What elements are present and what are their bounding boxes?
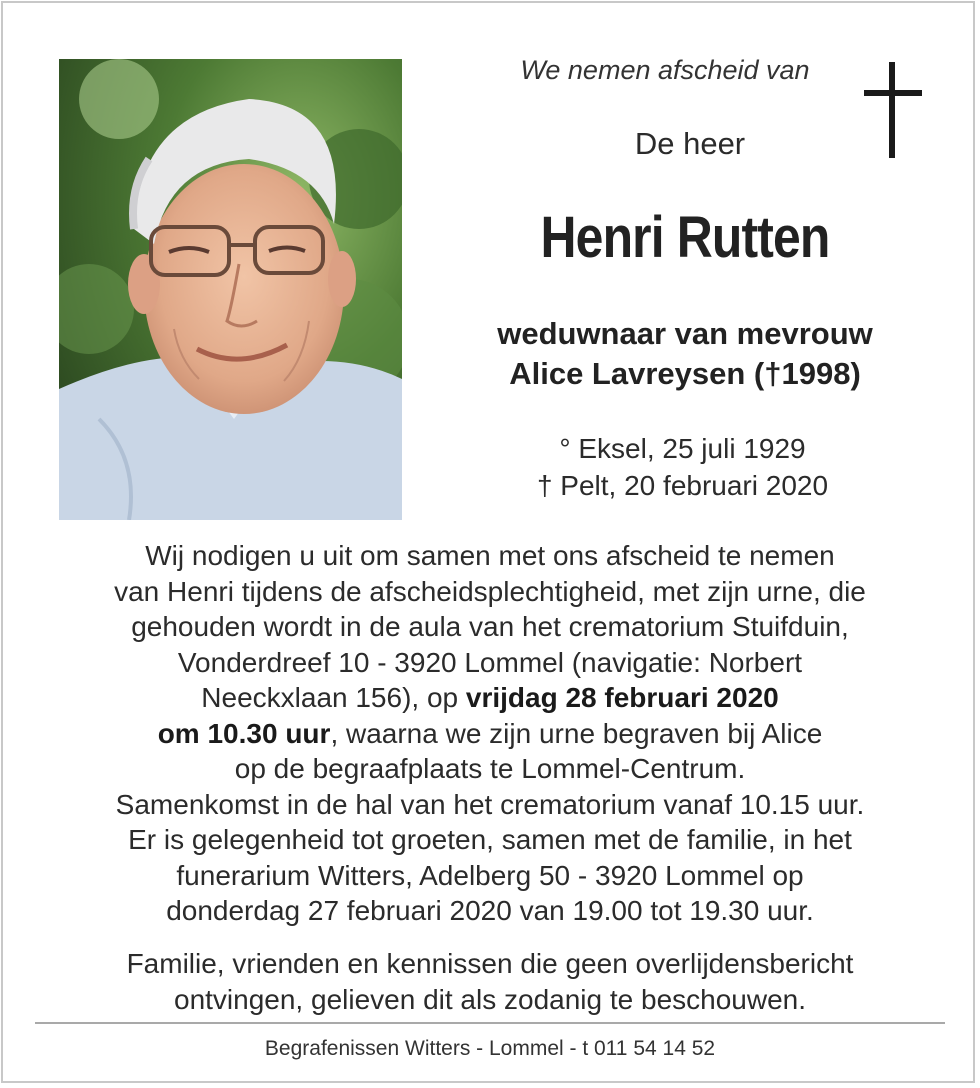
body-line: op de begraafplaats te Lommel-Centrum. [234, 753, 746, 784]
body-line: van Henri tijdens de afscheidsplechtigheid, met zijn urne, die [114, 575, 866, 607]
body-line: donderdag 27 februari 2020 van 19.00 tot 19.30 uur. [166, 895, 814, 926]
body-line: Wij nodigen u uit om samen met ons afscheid te nemen [145, 540, 835, 571]
body-line: Vonderdreef 10 - 3920 Lommel (navigatie: Norbert [177, 646, 803, 678]
ceremony-date: vrijdag 28 februari 2020 [465, 682, 779, 713]
deceased-name: Henri Rutten [540, 205, 830, 270]
birth-date: ° Eksel, 25 juli 1929 [559, 433, 806, 464]
closing-note [40, 946, 940, 1018]
body-line [40, 680, 940, 716]
body-line: Samenkomst in de hal van het crematorium vanaf 10.15 uur. [115, 788, 865, 820]
closing-line-1: Familie, vrienden en kennissen die geen overlijdensbericht [126, 948, 854, 979]
spouse-line-1: weduwnaar van mevrouw [497, 316, 873, 351]
funeral-home-footer: Begrafenissen Witters - Lommel - t 011 54 14 52 [264, 1037, 716, 1060]
cross-icon [864, 62, 922, 158]
spouse-info [430, 314, 940, 394]
intro-text: We nemen afscheid van [520, 55, 810, 85]
ceremony-time: om 10.30 uur [157, 717, 331, 749]
body-text-span: Neeckxlaan 156), op [201, 682, 466, 713]
honorific-title: De heer [634, 126, 746, 161]
body-text-span: , waarna we zijn urne begraven bij Alice [330, 717, 823, 749]
body-line [40, 716, 940, 752]
body-line: Er is gelegenheid tot groeten, samen met de familie, in het [128, 824, 852, 855]
body-line: funerarium Witters, Adelberg 50 - 3920 Lommel op [176, 859, 804, 891]
life-dates [470, 430, 895, 504]
closing-line-2: ontvingen, gelieven dit als zodanig te beschouwen. [174, 984, 806, 1015]
death-date: † Pelt, 20 februari 2020 [536, 470, 829, 501]
divider [35, 1022, 945, 1024]
spouse-line-2: Alice Lavreysen (†1998) [509, 356, 861, 391]
ceremony-invitation [40, 538, 940, 929]
body-line: gehouden wordt in de aula van het crematorium Stuifduin, [131, 611, 849, 642]
portrait-photo [59, 59, 402, 520]
